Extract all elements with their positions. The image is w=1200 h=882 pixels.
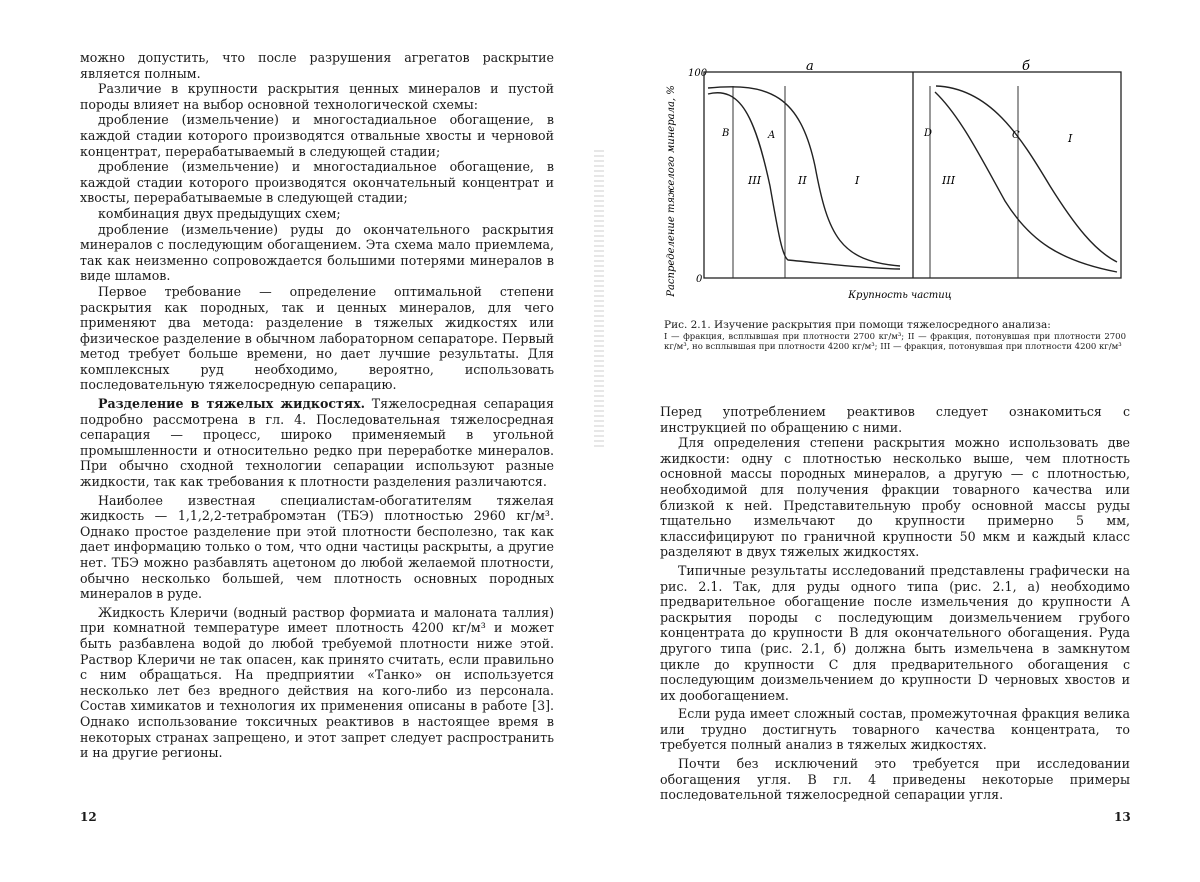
paragraph: можно допустить, что после разрушения агрегатов раскрытие является полным. bbox=[80, 50, 554, 81]
paragraph: Перед употреблением реактивов следует ознакомиться с инструкцией по обращению с ними. bbox=[660, 404, 1130, 435]
caption-title: Рис. 2.1. Изучение раскрытия при помощи тяжелосредного анализа: bbox=[664, 319, 1051, 331]
point-label-d: D bbox=[924, 128, 933, 139]
zone-label-iii-b: III bbox=[942, 174, 956, 187]
paragraph: комбинация двух предыдущих схем; bbox=[98, 205, 341, 221]
figure-2-1 bbox=[660, 56, 1130, 311]
paragraph: Для определения степени раскрытия можно использовать две жидкости: одну с плотностью несколько выше, чем плотность основной массы породных минералов, а другую — с плотностью, необходимой для получения фракции товарного качества или близкой к ней. Представительную пробу основной массы руды тщательно измельчают до крупности примерно 5 мм, классифицируют по граничной крупности 50 мкм и каждый класс разделяют в двух тяжелых жидкостях. bbox=[660, 435, 1130, 560]
paragraph-section-heading bbox=[80, 396, 554, 490]
panel-a-label: а bbox=[806, 59, 814, 74]
curve-b-lower bbox=[935, 92, 1117, 272]
left-page-text bbox=[80, 50, 554, 761]
section-heading: Разделение в тяжелых жидкостях. bbox=[98, 396, 366, 412]
paragraph: Первое требование — определение оптимальной степени раскрытия как породных, так и ценных минералов, для чего применяют два метода: разделение в тяжелых жидкостях или физическое разделение в обычном лабораторном сепараторе. Первый метод требует больше времени, но дает лучшие результаты. Для комплексных руд необходимо, вероятно, использовать последовательную тяжелосредную сепарацию. bbox=[80, 283, 554, 393]
paragraph: Наиболее известная специалистам-обогатителям тяжелая жидкость — 1,1,2,2-тетрабромэтан (ТБЭ) плотностью 2960 кг/м³. Однако простое разделение при этой плотности бесполезно, так как дает информацию только о том, что одни частицы раскрыты, а другие нет. ТБЭ можно разбавлять ацетоном до любой желаемой плотности, обычно несколько большей, чем плотность основных породных минералов в руде. bbox=[80, 492, 554, 602]
paragraph: дробление (измельчение) и многостадиальное обогащение, в каждой стадии которого производятся окончательный концентрат и хвосты, перерабатываемые в следующей стадии; bbox=[80, 159, 554, 206]
zone-label-iii-a: III bbox=[748, 174, 762, 187]
point-label-b: B bbox=[722, 128, 730, 139]
page-number: 13 bbox=[1114, 810, 1131, 824]
right-page bbox=[600, 0, 1200, 882]
paragraph: Почти без исключений это требуется при исследовании обогащения угля. В гл. 4 приведены некоторые примеры последовательной тяжелосредной сепарации угля. bbox=[660, 756, 1130, 803]
caption-body: I — фракция, всплывшая при плотности 2700 кг/м³; II — фракция, потонувшая при плотности 2700 кг/м³, но всплывшая при плотности 4200 кг/м³; III — фракция, потонувшая при плотности 4200 кг/м³ bbox=[664, 332, 1126, 352]
paragraph-text: Тяжелосредная сепарация подробно рассмотрена в гл. 4. Последовательная тяжелосредная сепарация — процесс, широко применяемый в угольной промышленности и относительно редко при переработке минералов. При обычно сходной технологии сепарации используют разные жидкости, так как требования к плотности разделения различаются. bbox=[80, 396, 555, 490]
paragraph: Жидкость Клеричи (водный раствор формиата и малоната таллия) при комнатной температуре имеет плотность 4200 кг/м³ и может быть разбавлена водой до любой требуемой плотности ниже этой. Раствор Клеричи не так опасен, как принято считать, если правильно с ним обращаться. На предприятии «Танко» он используется несколько лет без вредного действия на кого-либо из персонала. Состав химикатов и технология их применения описаны в работе [3]. Однако использование токсичных реактивов в настоящее время в некоторых странах запрещено, и этот запрет следует распространить и на другие регионы. bbox=[80, 604, 554, 761]
paragraph: Если руда имеет сложный состав, промежуточная фракция велика или трудно достигнуть товарного качества концентрата, то требуется полный анализ в тяжелых жидкостях. bbox=[660, 706, 1130, 753]
x-axis-label: Крупность частиц bbox=[848, 290, 952, 301]
paragraph: Типичные результаты исследований представлены графически на рис. 2.1. Так, для руды одного типа (рис. 2.1, а) необходимо предварительное обогащение после измельчения до крупности A раскрытия породы с последующим доизмельчением грубого концентрата до крупности B для окончательного обогащения. Руда другого типа (рис. 2.1, б) должна быть измельчена в замкнутом цикле до крупности C для предварительного обогащения с последующим доизмельчением до крупности D черновых хвостов и их дообогащением. bbox=[660, 562, 1130, 703]
page-number: 12 bbox=[80, 810, 97, 824]
y-tick-min: 0 bbox=[696, 274, 703, 285]
paragraph: дробление (измельчение) руды до окончательного раскрытия минералов с последующим обогащением. Эта схема мало приемлема, так как неизменно сопровождается большими потерями минералов в виде шламов. bbox=[80, 221, 554, 284]
zone-label-i-a: I bbox=[855, 174, 860, 187]
right-page-text bbox=[660, 404, 1130, 803]
point-label-a: A bbox=[768, 130, 776, 141]
figure-caption bbox=[664, 320, 1126, 352]
paragraph: Различие в крупности раскрытия ценных минералов и пустой породы влияет на выбор основной технологической схемы: bbox=[80, 81, 554, 112]
panel-b-label: б bbox=[1022, 59, 1030, 74]
curve-b-upper bbox=[936, 86, 1117, 262]
point-label-c: C bbox=[1012, 130, 1020, 141]
y-tick-max: 100 bbox=[688, 68, 708, 79]
y-axis-label: Распределение тяжелого минерала, % bbox=[666, 85, 677, 297]
paragraph: дробление (измельчение) и многостадиальное обогащение, в каждой стадии которого производятся отвальные хвосты и черновой концентрат, перерабатываемый в следующей стадии; bbox=[80, 112, 554, 159]
zone-label-ii-a: II bbox=[798, 174, 807, 187]
zone-label-i-b: I bbox=[1068, 132, 1073, 145]
